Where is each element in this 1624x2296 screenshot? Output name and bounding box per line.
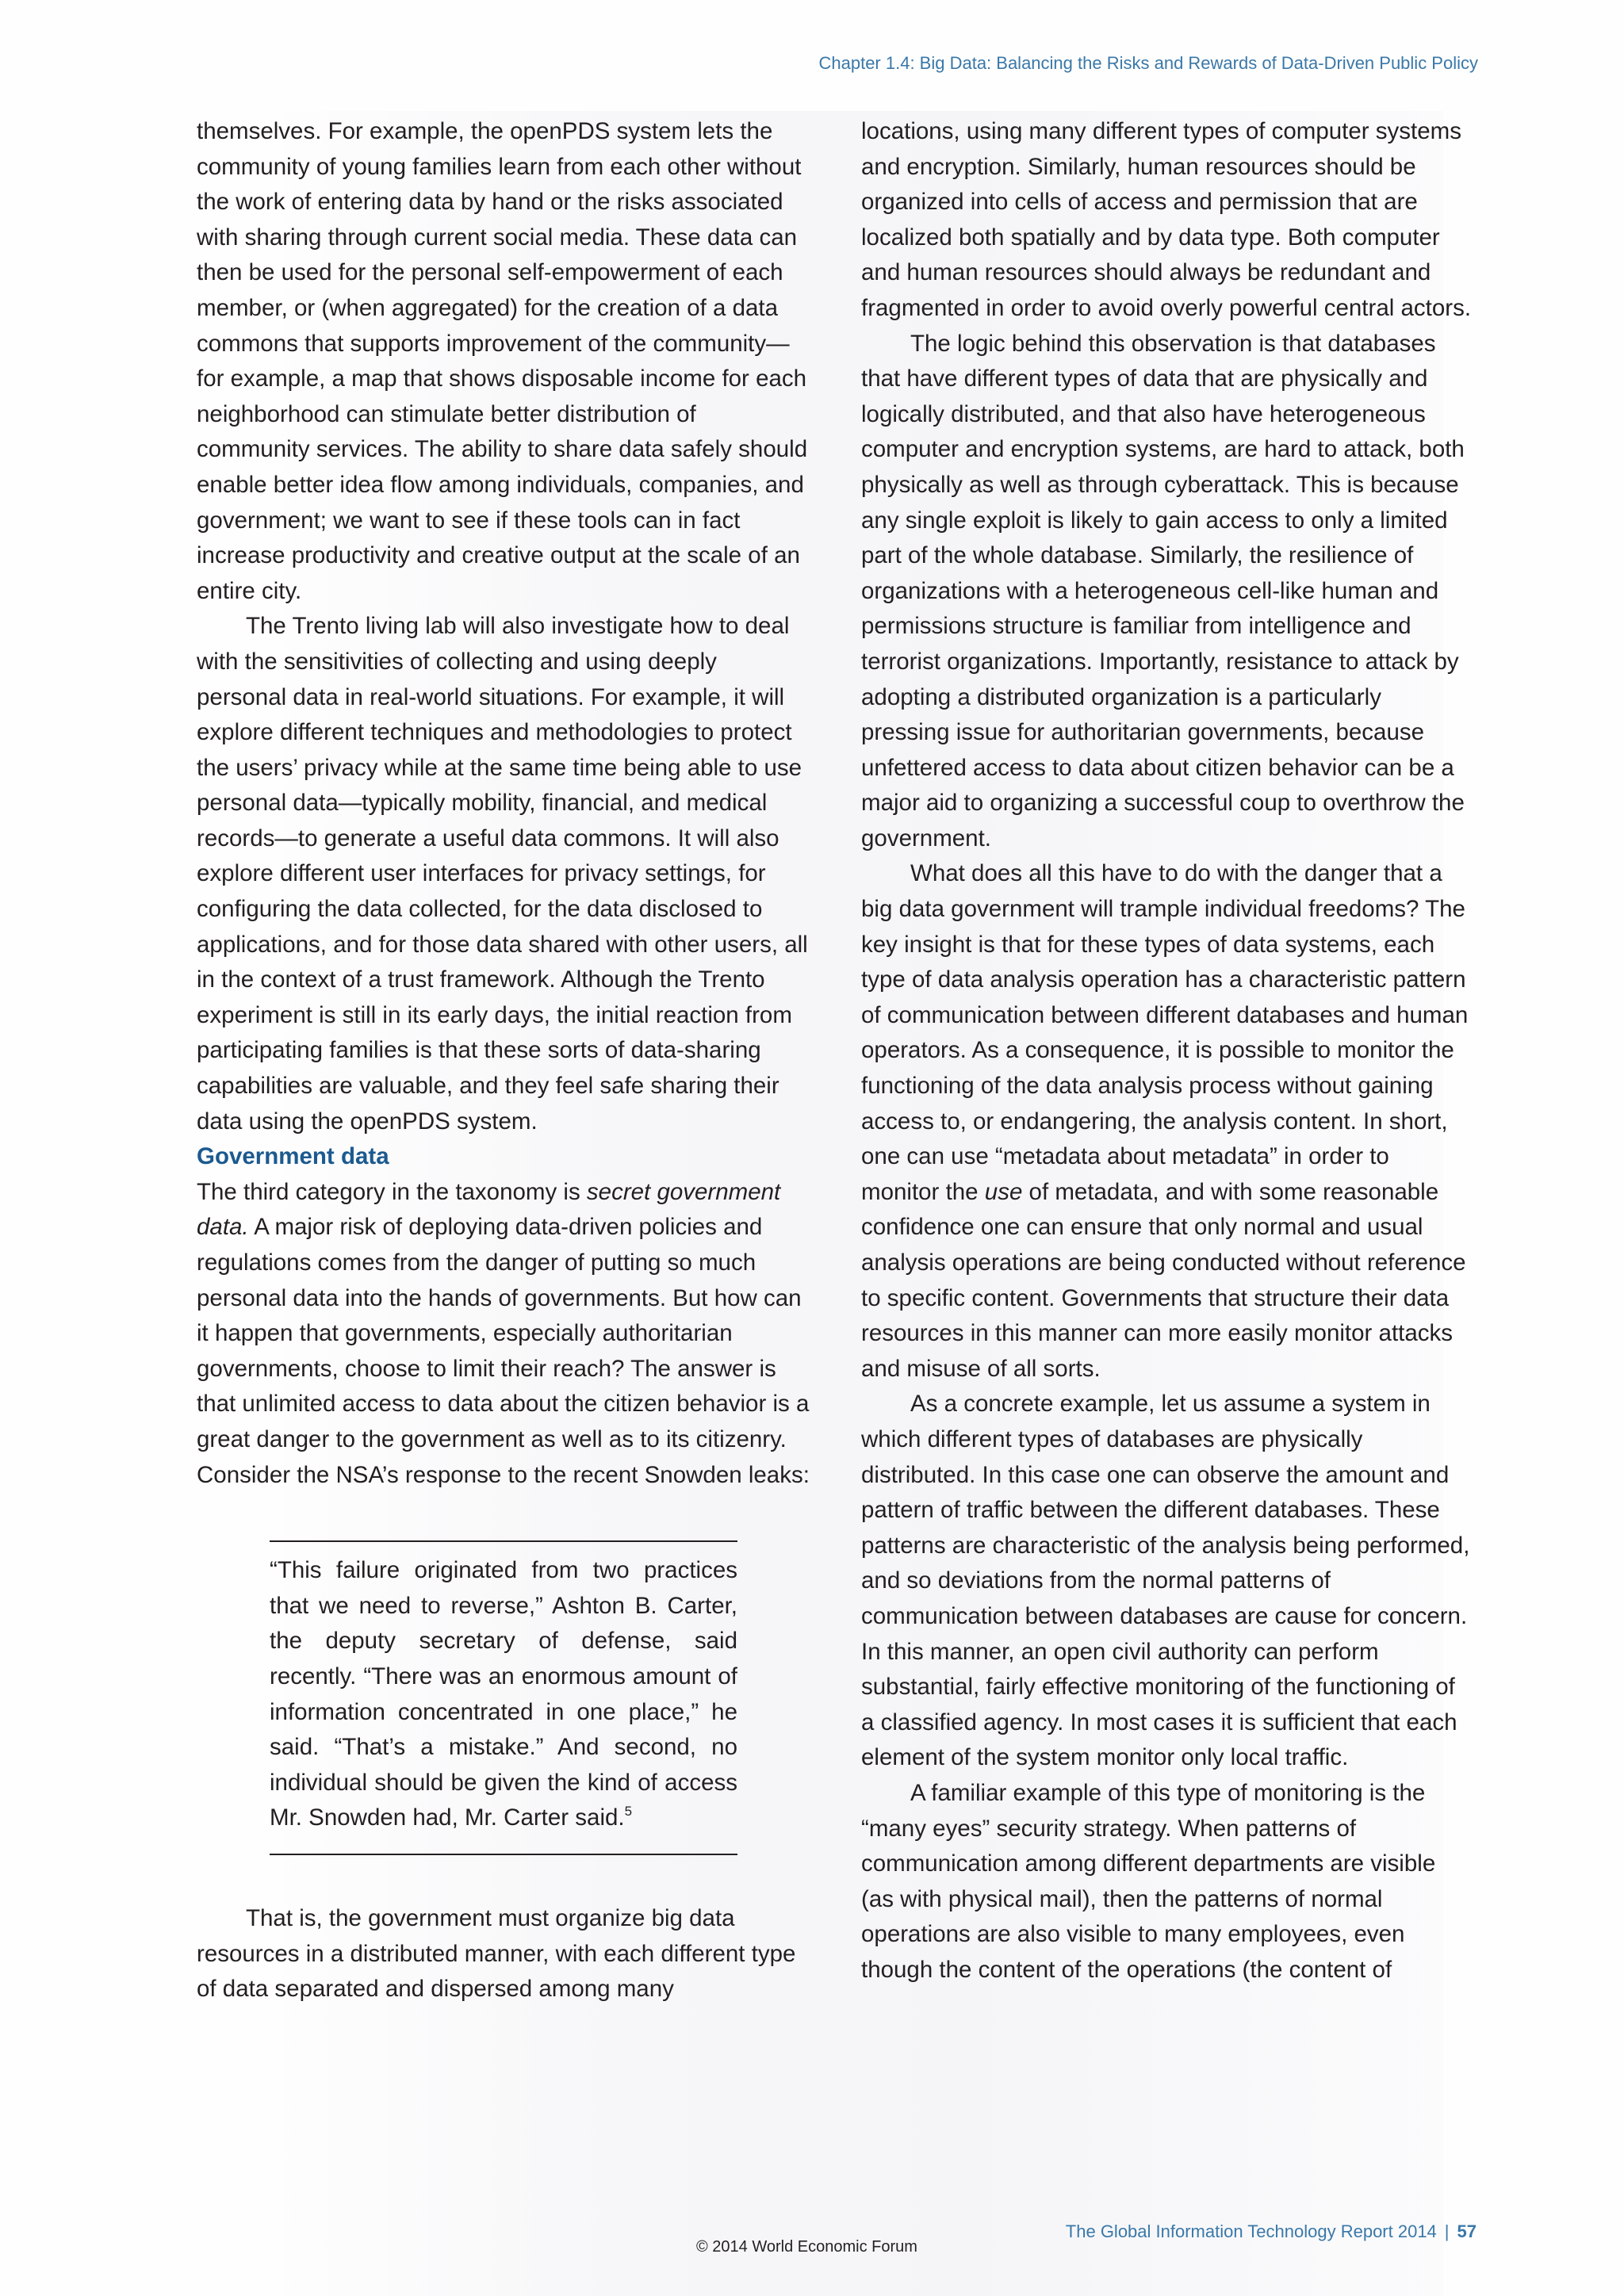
footer-report-title: The Global Information Technology Report 2014 xyxy=(1065,2221,1437,2241)
quote-body: “This failure originated from two practices that we need to reverse,” Ashton B. Carter, the deputy secretary of defense, said recently. “There was an enormous amount of information concentrated in one place,” he said. “That’s a mistake.” And second, no individual should be given the kind of access Mr. Snowden had, Mr. Carter said. xyxy=(270,1557,737,1831)
p3-lead-text: The third category in the taxonomy is xyxy=(197,1178,587,1205)
right-paragraph-4: As a concrete example, let us assume a system in which different types of databases are physically distributed. In this case one can observe the amount and pattern of traffic between the different databases. These patterns are characteristic of the analysis being performed, and so deviations from the normal patterns of communication between databases are cause for concern. In this manner, an open civil authority can perform substantial, fairly effective monitoring of the functioning of a classified agency. In most cases it is sufficient that each element of the system monitor only local traffic. xyxy=(861,1391,1470,1771)
section-heading-government-data: Government data xyxy=(197,1143,389,1170)
running-head: Chapter 1.4: Big Data: Balancing the Risks and Rewards of Data-Driven Public Policy xyxy=(818,53,1478,73)
block-quote xyxy=(270,1540,737,1855)
rp3-italic-term: use xyxy=(984,1178,1023,1205)
right-paragraph-1: locations, using many different types of computer systems and encryption. Similarly, human resources should be organized into cells of access and permission that are localized both spatially and by data type. Both computer and human resources should always be redundant and fragmented in order to avoid overly powerful central actors. xyxy=(861,118,1472,321)
footer-copyright: © 2014 World Economic Forum xyxy=(696,2238,917,2256)
right-paragraph-5: A familiar example of this type of monitoring is the “many eyes” security strategy. When patterns of communication among different departments are visible (as with physical mail), then the patterns of normal operations are also visible to many employees, even though the content of the operations (the content of xyxy=(861,1779,1436,1983)
left-paragraph-1: themselves. For example, the openPDS system lets the community of young families learn from each other without the work of entering data by hand or the risks associated with sharing through current social media. These data can then be used for the personal self-empowerment of each member, or (when aggregated) for the creation of a data commons that supports improvement of the community—for example, a map that shows disposable income for each neighborhood can stimulate better distribution of community services. The ability to share data safely should enable better idea flow among individuals, companies, and government; we want to see if these tools can in fact increase productivity and creative output at the scale of an entire city. xyxy=(197,118,808,604)
block-quote-text xyxy=(270,1553,737,1836)
page-number: 57 xyxy=(1457,2221,1477,2241)
rp3-rest-text: of metadata, and with some reasonable confidence one can ensure that only normal and usual analysis operations are being conducted without reference to specific content. Governments that structure their data resources in this manner can more easily monitor attacks and misuse of all sorts. xyxy=(861,1178,1466,1382)
right-paragraph-2: The logic behind this observation is that databases that have different types of data that are physically and logically distributed, and that also have heterogeneous computer and encryption systems, are hard to attack, both physically as well as through cyberattack. This is because any single exploit is likely to gain access to only a limited part of the whole database. Similarly, the resilience of organizations with a heterogeneous cell-like human and permissions structure is familiar from intelligence and terrorist organizations. Importantly, resistance to attack by adopting a distributed organization is a particularly pressing issue for authoritarian governments, because unfettered access to data about citizen behavior can be a major aid to organizing a successful coup to overthrow the government. xyxy=(861,330,1465,851)
right-column xyxy=(861,114,1472,1988)
left-paragraph-4: That is, the government must organize big data resources in a distributed manner, with each different type of data separated and dispersed among many xyxy=(197,1904,796,2003)
footer-report xyxy=(1066,2221,1477,2242)
p3-rest-text: A major risk of deploying data-driven policies and regulations comes from the danger of putting so much personal data into the hands of governments. But how can it happen that governments, especially authoritarian governments, choose to limit their reach? The answer is that unlimited access to data about the citizen behavior is a great danger to the government as well as to its citizenry. Consider the NSA’s response to the recent Snowden leaks: xyxy=(197,1214,810,1488)
p3-italic-term: secret government data. xyxy=(197,1178,781,1241)
footnote-marker: 5 xyxy=(624,1804,633,1820)
left-paragraph-2: The Trento living lab will also investigate how to deal with the sensitivities of collecting and using deeply personal data in real-world situations. For example, it will explore different techniques and methodologies to protect the users’ privacy while at the same time being able to use personal data—typically mobility, financial, and medical records—to generate a useful data commons. It will also explore different user interfaces for privacy settings, for configuring the data collected, for the data disclosed to applications, and for those data shared with other users, all in the context of a trust framework. Although the Trento experiment is still in its early days, the initial reaction from participating families is that these sorts of data-sharing capabilities are valuable, and they feel safe sharing their data using the openPDS system. xyxy=(197,613,808,1135)
rp3-lead-text: What does all this have to do with the danger that a big data government will trample individual freedoms? The key insight is that for these types of data systems, each type of data analysis operation has a characteristic pattern of communication between different databases and human operators. As a consequence, it is possible to monitor the functioning of the data analysis process without gaining access to, or endangering, the analysis content. In short, one can use “metadata about metadata” in order to monitor the xyxy=(861,860,1469,1205)
left-column xyxy=(197,114,811,2007)
footer-separator: | xyxy=(1444,2221,1450,2241)
right-paragraph-3 xyxy=(861,856,1472,1387)
left-paragraph-3 xyxy=(197,1175,811,1493)
